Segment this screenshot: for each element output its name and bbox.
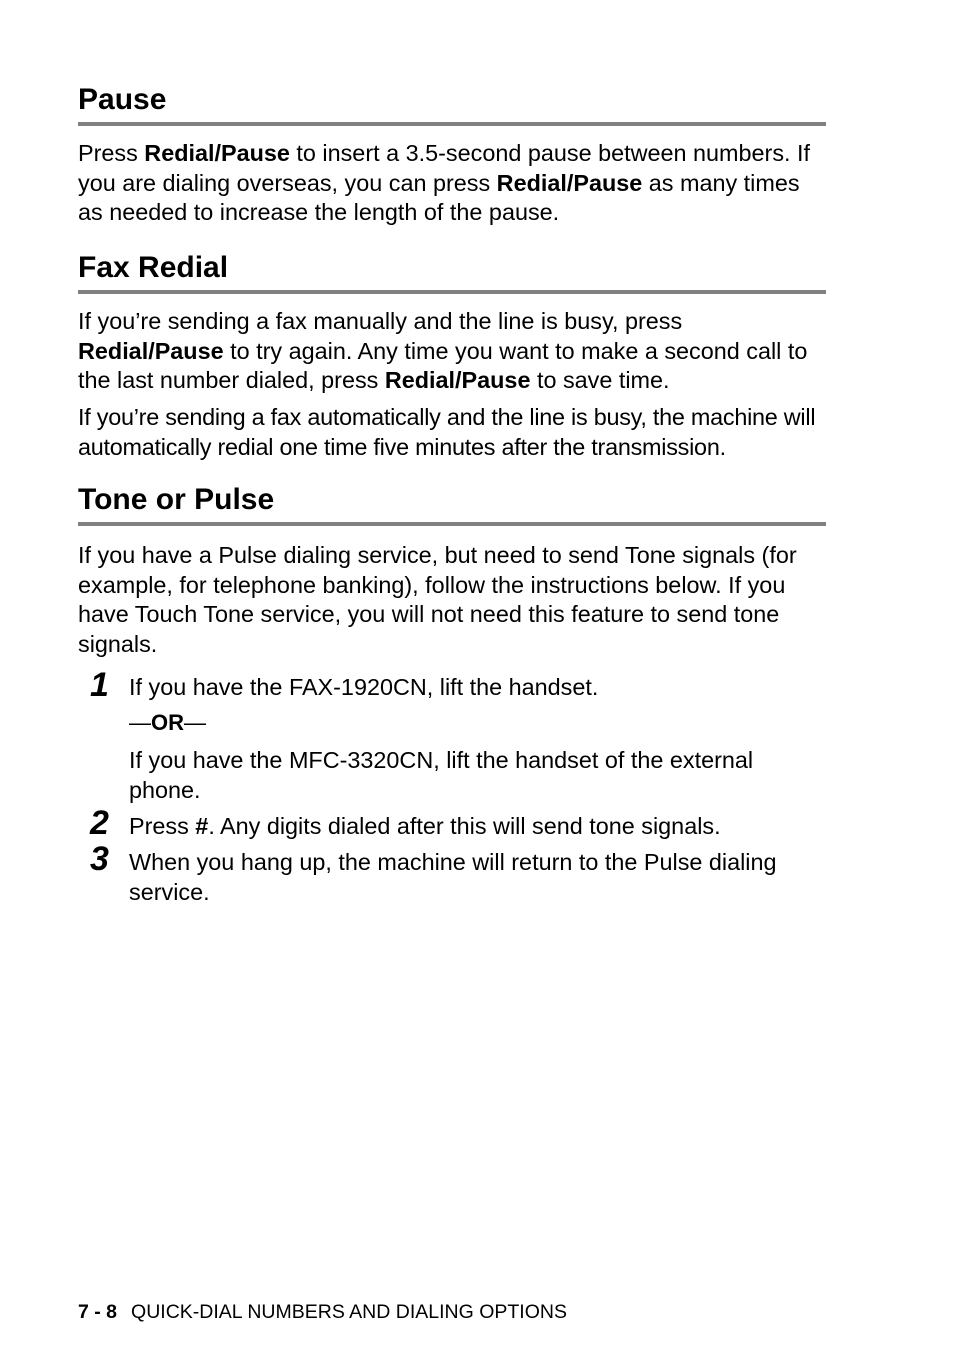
- key-hash: #: [195, 813, 209, 839]
- step-text: If you have the FAX-1920CN, lift the handset.: [129, 674, 599, 700]
- fax-redial-paragraph-automatic: If you’re sending a fax automatically and the line is busy, the machine will automatically redial one time five minutes after the transmission.: [78, 404, 816, 460]
- step-number: 1: [90, 666, 109, 704]
- pause-paragraph: Press Redial/Pause to insert a 3.5-second pause between numbers. If you are dialing overseas, you can press Redial/Pause as many times as needed to increase the length of the pause.: [78, 140, 811, 226]
- step-text: Press #. Any digits dialed after this will send tone signals.: [129, 813, 721, 839]
- or-separator: —OR—: [129, 710, 206, 735]
- step-text: When you hang up, the machine will return to the Pulse dialing service.: [129, 849, 777, 905]
- step-text-alternative: If you have the MFC-3320CN, lift the handset of the external phone.: [129, 747, 754, 803]
- key-redial-pause: Redial/Pause: [78, 337, 224, 364]
- heading-tone-or-pulse: Tone or Pulse: [78, 482, 826, 526]
- key-redial-pause: Redial/Pause: [144, 140, 290, 166]
- page-number: 7 - 8: [78, 1301, 118, 1323]
- tone-pulse-intro: If you have a Pulse dialing service, but need to send Tone signals (for example, for telephone banking), follow the instructions below. If you have Touch Tone service, you will not need this feature to send tone signals.: [78, 542, 797, 657]
- page-footer: [78, 1300, 567, 1324]
- heading-fax-redial: Fax Redial: [78, 250, 826, 294]
- chapter-title: QUICK-DIAL NUMBERS AND DIALING OPTIONS: [131, 1301, 567, 1323]
- key-redial-pause: Redial/Pause: [384, 367, 531, 394]
- step-number: 2: [90, 804, 109, 842]
- key-redial-pause: Redial/Pause: [496, 169, 643, 196]
- fax-redial-paragraph-manual: If you’re sending a fax manually and the line is busy, press Redial/Pause to try again. Any time you want to make a second call to the last number dialed, press Redial/Pause to save time.: [78, 308, 808, 394]
- heading-pause: Pause: [78, 82, 826, 126]
- step-number: 3: [90, 840, 109, 878]
